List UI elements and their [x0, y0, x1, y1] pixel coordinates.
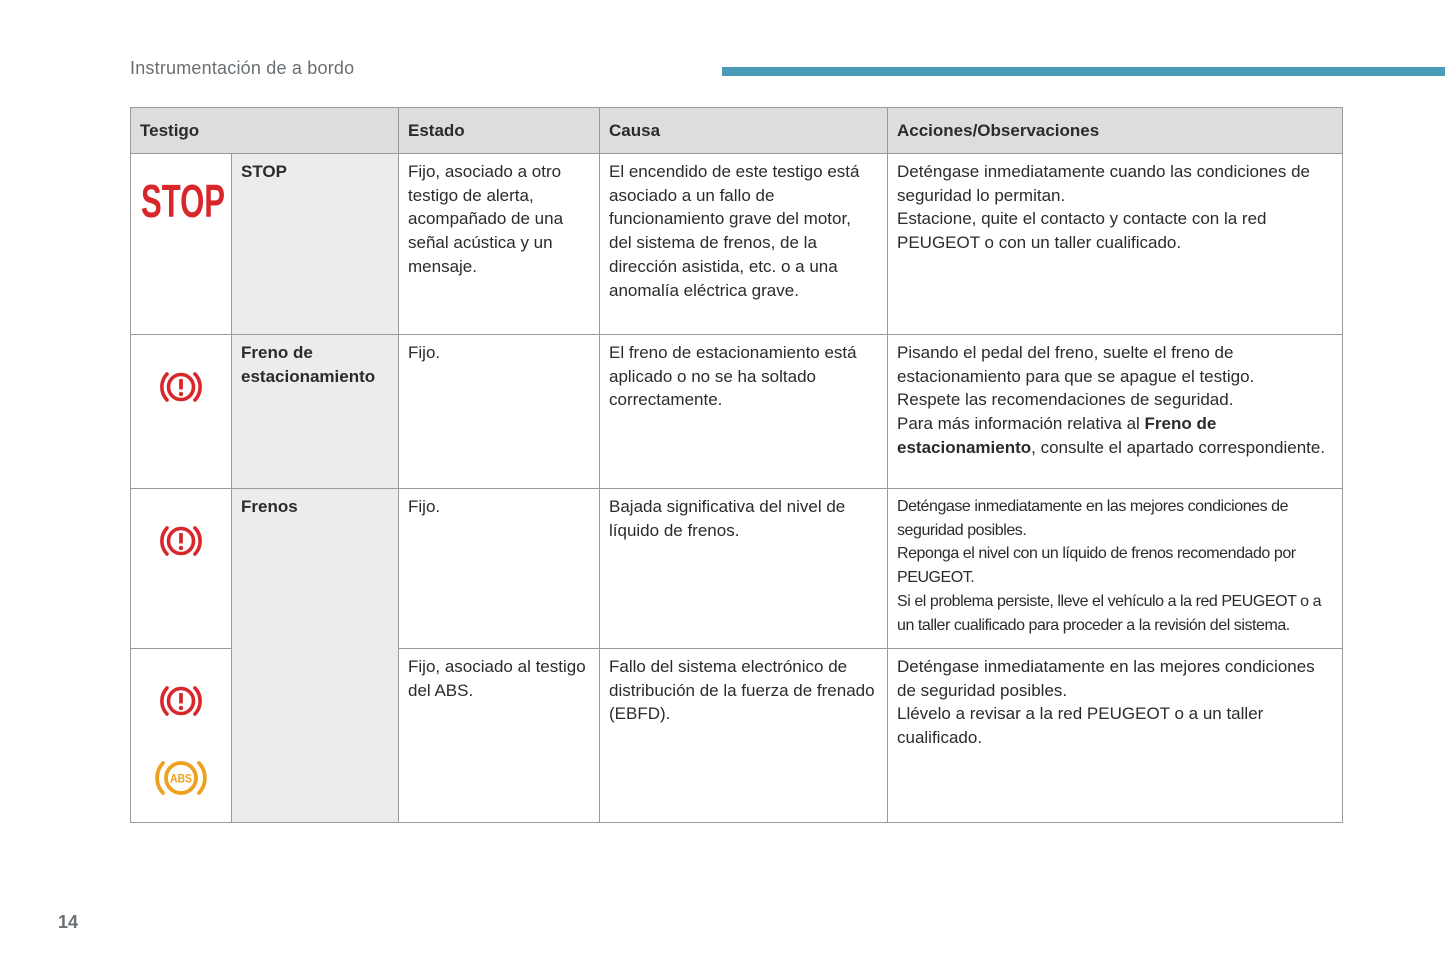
column-header-causa: Causa [600, 108, 888, 154]
reference-suffix: , consulte el apartado correspondiente. [1031, 437, 1326, 457]
acciones-line: Respete las recomendaciones de seguridad. [897, 390, 1234, 410]
estado-cell: Fijo, asociado a otro testigo de alerta, acompañado de una señal acústica y un mensaje. [399, 154, 600, 335]
acciones-cell [888, 335, 1343, 489]
acciones-line: Deténgase inmediatamente en las mejores condiciones de seguridad posibles. [897, 498, 1289, 539]
section-title: Instrumentación de a bordo [130, 58, 355, 78]
acciones-line: Estacione, quite el contacto y contacte con la red PEUGEOT o con un taller cualificado. [897, 209, 1267, 253]
header-accent-bar [722, 67, 1445, 76]
page-number: 14 [58, 912, 79, 932]
acciones-line: Llévelo a revisar a la red PEUGEOT o a un taller cualificado. [897, 704, 1264, 748]
acciones-line: Deténgase inmediatamente cuando las condiciones de seguridad lo permitan. [897, 162, 1310, 205]
reference-bold: Freno de estacionamiento [897, 414, 1217, 457]
brake-warning-icon [157, 681, 205, 721]
acciones-cell [888, 649, 1343, 823]
acciones-line: Reponga el nivel con un líquido de frenos recomendado por PEUGEOT. [897, 545, 1296, 587]
warning-name: Frenos [232, 489, 399, 823]
acciones-cell [888, 154, 1343, 335]
column-header-estado: Estado [399, 108, 600, 154]
icon-cell [131, 489, 232, 649]
table-row [131, 154, 1343, 335]
acciones-line: Deténgase inmediatamente en las mejores condiciones de seguridad posibles. [897, 657, 1315, 700]
brake-warning-icon [157, 521, 205, 561]
acciones-cell [888, 489, 1343, 649]
reference-prefix: Para más información relativa al [897, 414, 1145, 434]
acciones-line: Si el problema persiste, lleve el vehículo a la red PEUGEOT o a un taller cualificado para proceder a la revisión del sistema. [897, 592, 1322, 634]
estado-cell: Fijo, asociado al testigo del ABS. [399, 649, 600, 823]
acciones-line: Pisando el pedal del freno, suelte el freno de estacionamiento para que se apague el testigo. [897, 343, 1255, 386]
warning-name: Freno de estacionamiento [232, 335, 399, 489]
abs-warning-icon [152, 755, 210, 801]
icon-cell [131, 154, 232, 335]
stop-icon-text: STOP [141, 175, 225, 227]
estado-cell: Fijo. [399, 335, 600, 489]
abs-icon-text: ABS [170, 771, 192, 786]
table-row [131, 489, 1343, 649]
causa-cell: Fallo del sistema electrónico de distribución de la fuerza de frenado (EBFD). [600, 649, 888, 823]
estado-cell: Fijo. [399, 489, 600, 649]
table-header-row [131, 108, 1343, 154]
warning-name: STOP [232, 154, 399, 335]
icon-cell [131, 649, 232, 823]
warning-lights-table [130, 107, 1343, 823]
column-header-acciones: Acciones/Observaciones [888, 108, 1343, 154]
causa-cell: El encendido de este testigo está asociado a un fallo de funcionamiento grave del motor, del sistema de frenos, de la dirección asistida, etc. o a una anomalía eléctrica grave. [600, 154, 888, 335]
acciones-reference [897, 412, 1333, 459]
stop-warning-icon [140, 175, 226, 227]
causa-cell: Bajada significativa del nivel de líquido de frenos. [600, 489, 888, 649]
column-header-testigo: Testigo [131, 108, 399, 154]
causa-cell: El freno de estacionamiento está aplicado o no se ha soltado correctamente. [600, 335, 888, 489]
table-row [131, 335, 1343, 489]
icon-cell [131, 335, 232, 489]
brake-warning-icon [157, 367, 205, 407]
